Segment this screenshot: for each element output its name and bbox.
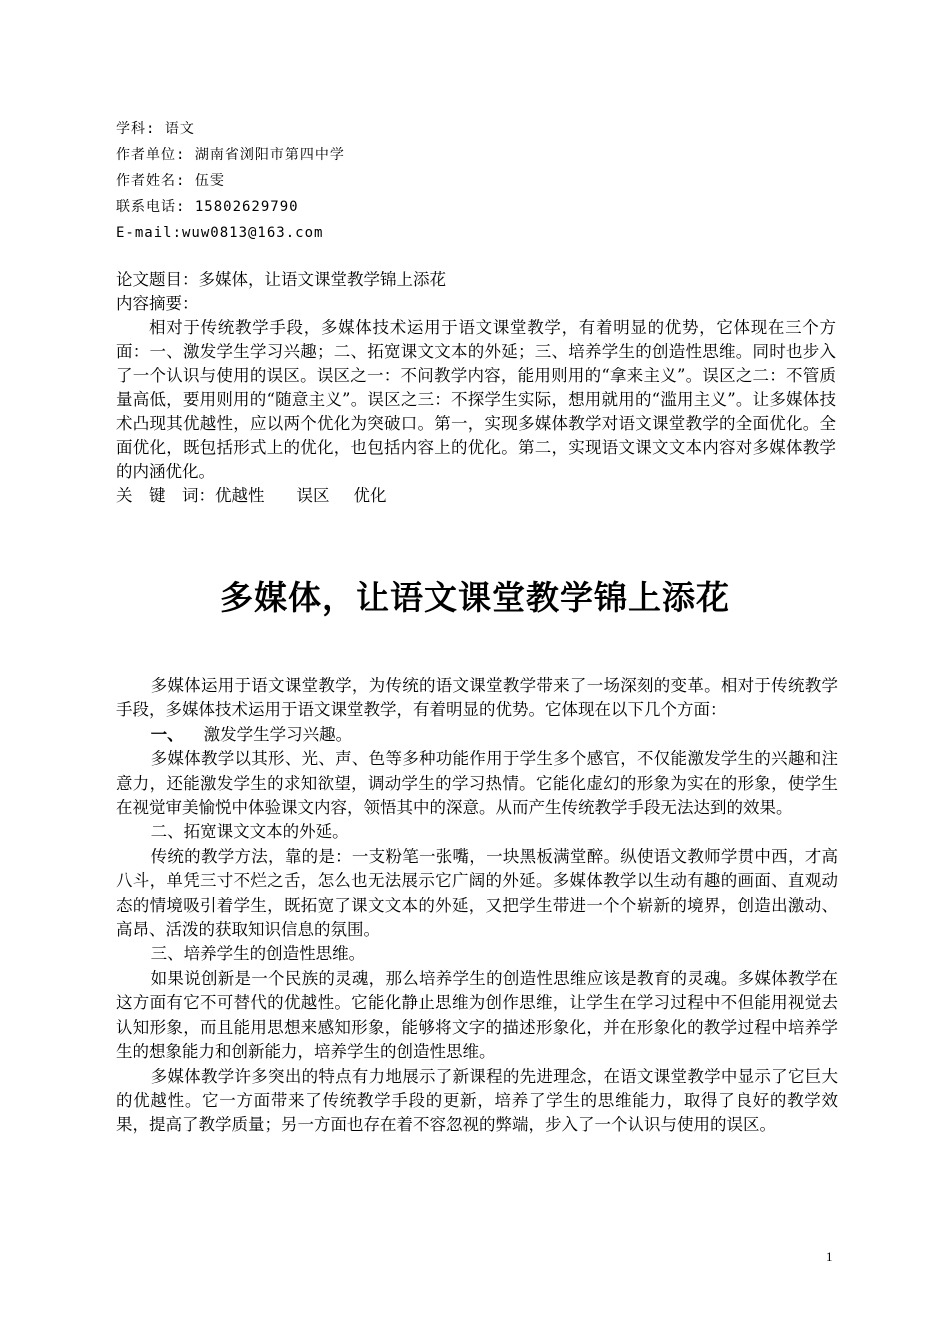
phone-line: 联系电话: 15802629790 — [116, 199, 299, 215]
body-paragraph: 多媒体教学许多突出的特点有力地展示了新课程的先进理念，在语文课堂教学中显示了它巨大的优越性。它一方面带来了传统教学手段的更新，培养了学生的思维能力，取得了良好的教学效果，提高了教学质量；另一方面也存在着不容忽视的弊端，步入了一个认识与使用的误区。 — [116, 1066, 838, 1135]
keywords-label: 关 键 词： — [116, 486, 215, 505]
page-number: 1 — [826, 1249, 833, 1264]
body-paragraph: 传统的教学方法，靠的是：一支粉笔一张嘴，一块黑板满堂醉。纵使语文教师学贯中西，才高八斗，单凭三寸不烂之舌，怎么也无法展示它广阔的外延。多媒体教学以生动有趣的画面、直观动态的情境吸引着学生，既拓宽了课文文本的外延，又把学生带进一个个崭新的境界，创造出激动、高昂、活泼的获取知识信息的氛围。 — [116, 846, 838, 940]
author-info — [116, 116, 716, 246]
subject-line: 学科: 语文 — [116, 121, 195, 137]
keyword: 优越性 — [215, 486, 265, 505]
summary-label: 内容摘要： — [116, 294, 199, 313]
section-number: 一、 — [150, 724, 184, 744]
keyword: 优化 — [353, 486, 387, 505]
section-heading-3: 三、培养学生的创造性思维。 — [150, 944, 366, 964]
section-heading-text: 激发学生学习兴趣。 — [203, 724, 353, 744]
abstract-section — [116, 268, 836, 508]
summary-text: 相对于传统教学手段，多媒体技术运用于语文课堂教学，有着明显的优势，它体现在三个方面：一、激发学生学习兴趣；二、拓宽课文文本的外延；三、培养学生的创造性思维。同时也步入了一个认识与使用的误区。误区之一：不问教学内容，能用则用的“拿来主义”。误区之二：不管质量高低，要用则用的“随意主义”。误区之三：不探学生实际，想用就用的“滥用主义”。让多媒体技术凸现其优越性，应以两个优化为突破口。第一，实现多媒体教学对语文课堂教学的全面优化。全面优化，既包括形式上的优化，也包括内容上的优化。第二，实现语文课文文本内容对多媒体教学的内涵优化。 — [116, 318, 836, 481]
article-title: 多媒体，让语文课堂教学锦上添花 — [220, 578, 730, 617]
body-paragraph: 如果说创新是一个民族的灵魂，那么培养学生的创造性思维应该是教育的灵魂。多媒体教学在这方面有它不可替代的优越性。它能化静止思维为创作思维，让学生在学习过程中不但能用视觉去认知形象，而且能用思想来感知形象，能够将文字的描述形象化，并在形象化的教学过程中培养学生的想象能力和创新能力，培养学生的创造性思维。 — [116, 968, 838, 1062]
intro-paragraph: 多媒体运用于语文课堂教学，为传统的语文课堂教学带来了一场深刻的变革。相对于传统教学手段，多媒体技术运用于语文课堂教学，有着明显的优势。它体现在以下几个方面： — [116, 676, 838, 720]
paper-title-line: 论文题目：多媒体，让语文课堂教学锦上添花 — [116, 270, 446, 289]
email-line: E-mail:wuw0813@163.com — [116, 225, 324, 241]
keywords-line — [116, 484, 836, 508]
article-body — [116, 674, 838, 1138]
keyword: 误区 — [296, 486, 330, 505]
section-heading-1 — [116, 723, 838, 747]
body-paragraph: 多媒体教学以其形、光、声、色等多种功能作用于学生多个感官，不仅能激发学生的兴趣和注意力，还能激发学生的求知欲望，调动学生的学习热情。它能化虚幻的形象为实在的形象，使学生在视觉审美愉悦中体验课文内容，领悟其中的深意。从而产生传统教学手段无法达到的效果。 — [116, 749, 838, 818]
author-name-line: 作者姓名: 伍雯 — [116, 173, 225, 189]
section-heading-2: 二、拓宽课文文本的外延。 — [150, 822, 349, 842]
author-unit-line: 作者单位: 湖南省浏阳市第四中学 — [116, 147, 345, 163]
